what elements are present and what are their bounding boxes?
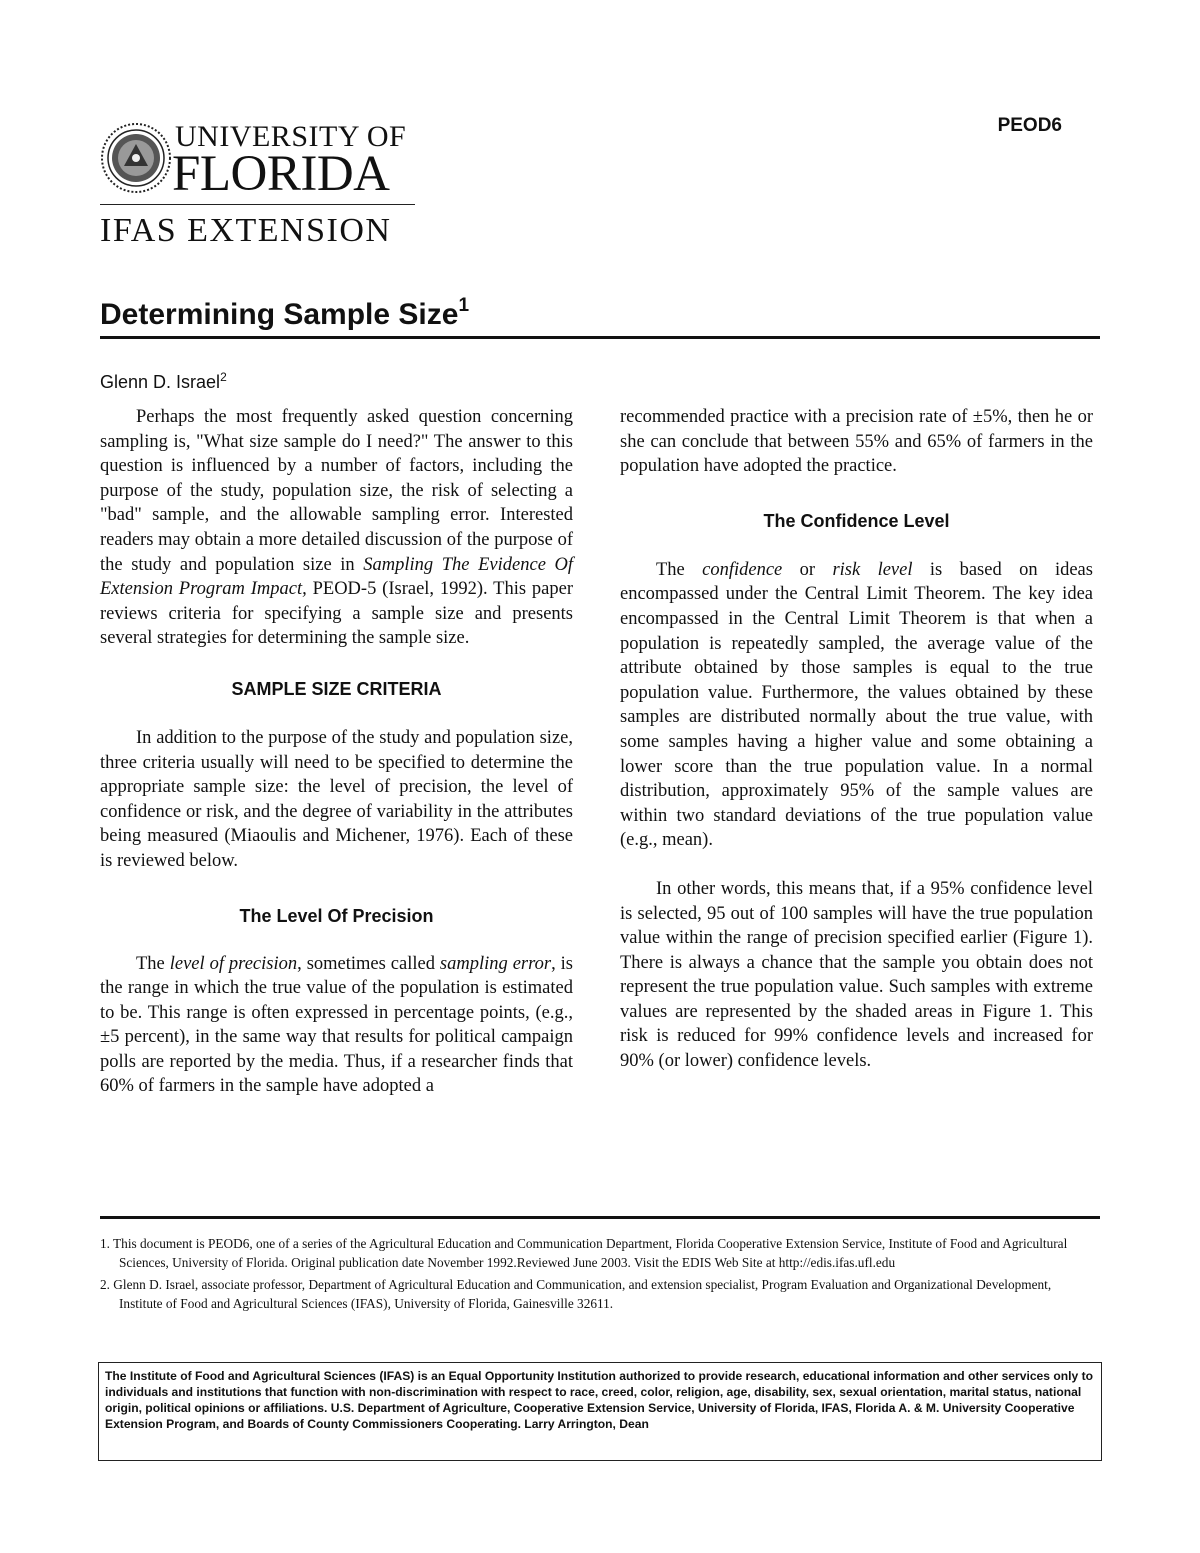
precision-paragraph	[100, 952, 573, 1100]
footnote-1: 1. This document is PEOD6, one of a series of the Agricultural Education and Communication Department, Florida Cooperative Extension Service, Institute of Food and Agricultural Sciences, University of Florida. Original publication date November 1992.Reviewed June 2003. Visit the EDIS Web Site at http://edis.ifas.ufl.edu	[100, 1236, 1068, 1270]
footnote-2: 2. Glenn D. Israel, associate professor, Department of Agricultural Education and Communication, and extension specialist, Program Evaluation and Organizational Development, Institute of Food and Agricultural Sciences (IFAS), University of Florida, Gainesville 32611.	[100, 1277, 1052, 1311]
intro-text-2: PEOD-5 (Israel, 1992). This paper reviews criteria for specifying a sample size and presents several strategies for determining the sample size.	[100, 579, 573, 649]
precision-text-3: , is the range in which the true value of the population is estimated to be. This range is often expressed in percentage points, (e.g., ±5 percent), in the same way that results for political campaign polls are reported by the media. Thus, if a researcher finds that 60% of farmers in the sample have adopted a	[100, 953, 573, 1097]
precision-text-1: The	[136, 953, 170, 974]
footnotes	[100, 1234, 1090, 1316]
heading-sample-size-criteria: SAMPLE SIZE CRITERIA	[231, 678, 442, 699]
logo-divider	[100, 204, 415, 205]
equal-opportunity-statement: The Institute of Food and Agricultural Sciences (IFAS) is an Equal Opportunity Institution authorized to provide research, educational information and other services only to individuals and institutions that function with non-discrimination with respect to race, creed, color, religion, age, disability, sex, sexual orientation, marital status, national origin, political opinions or affiliations. U.S. Department of Agriculture, Cooperative Extension Service, University of Florida, IFAS, Florida A. & M. University Cooperative Extension Program, and Boards of County Commissioners Cooperating. Larry Arrington, Dean	[98, 1362, 1102, 1461]
title-footnote-marker: 1	[458, 295, 470, 316]
precision-term-2: sampling error	[439, 953, 552, 974]
document-code: PEOD6	[997, 115, 1062, 136]
heading-confidence-level: The Confidence Level	[763, 510, 950, 531]
continuation-paragraph: recommended practice with a precision rate of ±5%, then he or she can conclude that between 55% and 65% of farmers in the population have adopted the practice.	[620, 407, 1093, 477]
page-title	[100, 295, 470, 332]
confidence-term-1: confidence	[702, 559, 783, 580]
confidence-text-1: The	[656, 559, 703, 580]
criteria-paragraph: In addition to the purpose of the study and population size, three criteria usually will need to be specified to determine the appropriate sample size: the level of precision, the level of confidence or risk, and the degree of variability in the attributes being measured (Miaoulis and Michener, 1976). Each of these is reviewed below.	[100, 727, 573, 871]
confidence-term-2: risk level	[832, 559, 913, 580]
confidence-text-2: or	[782, 559, 833, 580]
intro-text-1: Perhaps the most frequently asked question concerning sampling is, "What size sample do I need?" The answer to this question is influenced by a number of factors, including the purpose of the study, population size, the risk of selecting a "bad" sample, and the allowable sampling error. Interested readers may obtain a more detailed discussion of the purpose of the study and population size in	[100, 407, 573, 575]
left-column	[100, 405, 573, 1099]
university-seal-icon	[100, 122, 172, 194]
intro-paragraph	[100, 405, 573, 651]
intro-citation-title: Sampling The Evidence Of Extension Program Impact,	[100, 554, 573, 600]
logo-ifas-extension: IFAS EXTENSION	[100, 212, 392, 249]
logo-university-of: UNIVERSITY OF	[175, 120, 407, 153]
title-rule	[100, 336, 1100, 339]
confidence-paragraph	[620, 558, 1093, 853]
right-column	[620, 405, 1093, 1074]
author	[100, 370, 227, 393]
logo-florida: FLORIDA	[172, 146, 390, 202]
title-text: Determining Sample Size	[100, 298, 459, 331]
precision-text-2: , sometimes called	[297, 953, 440, 974]
precision-term-1: level of precision	[169, 953, 298, 974]
author-footnote-marker: 2	[220, 370, 227, 384]
heading-level-of-precision: The Level Of Precision	[239, 905, 434, 926]
author-name: Glenn D. Israel	[100, 372, 221, 392]
confidence-text-3: is based on ideas encompassed under the Central Limit Theorem. The key idea encompassed in the Central Limit Theorem is that when a population is repeatedly sampled, the average value of the attribute obtained by those samples is equal to the true population value. Furthermore, the values obtained by these samples are distributed normally about the true value, with some samples having a higher value and some obtaining a lower score than the true population value. In a normal distribution, approximately 95% of the sample values are within two standard deviations of the true population value (e.g., mean).	[620, 559, 1093, 851]
footnote-rule	[100, 1216, 1100, 1219]
other-words-paragraph: In other words, this means that, if a 95% confidence level is selected, 95 out of 100 samples will have the true population value within the range of precision specified earlier (Figure 1). There is always a chance that the sample you obtain does not represent the true population value. Such samples with extreme values are represented by the shaded areas in Figure 1. This risk is reduced for 99% confidence levels and increased for 90% (or lower) confidence levels.	[620, 878, 1093, 1072]
